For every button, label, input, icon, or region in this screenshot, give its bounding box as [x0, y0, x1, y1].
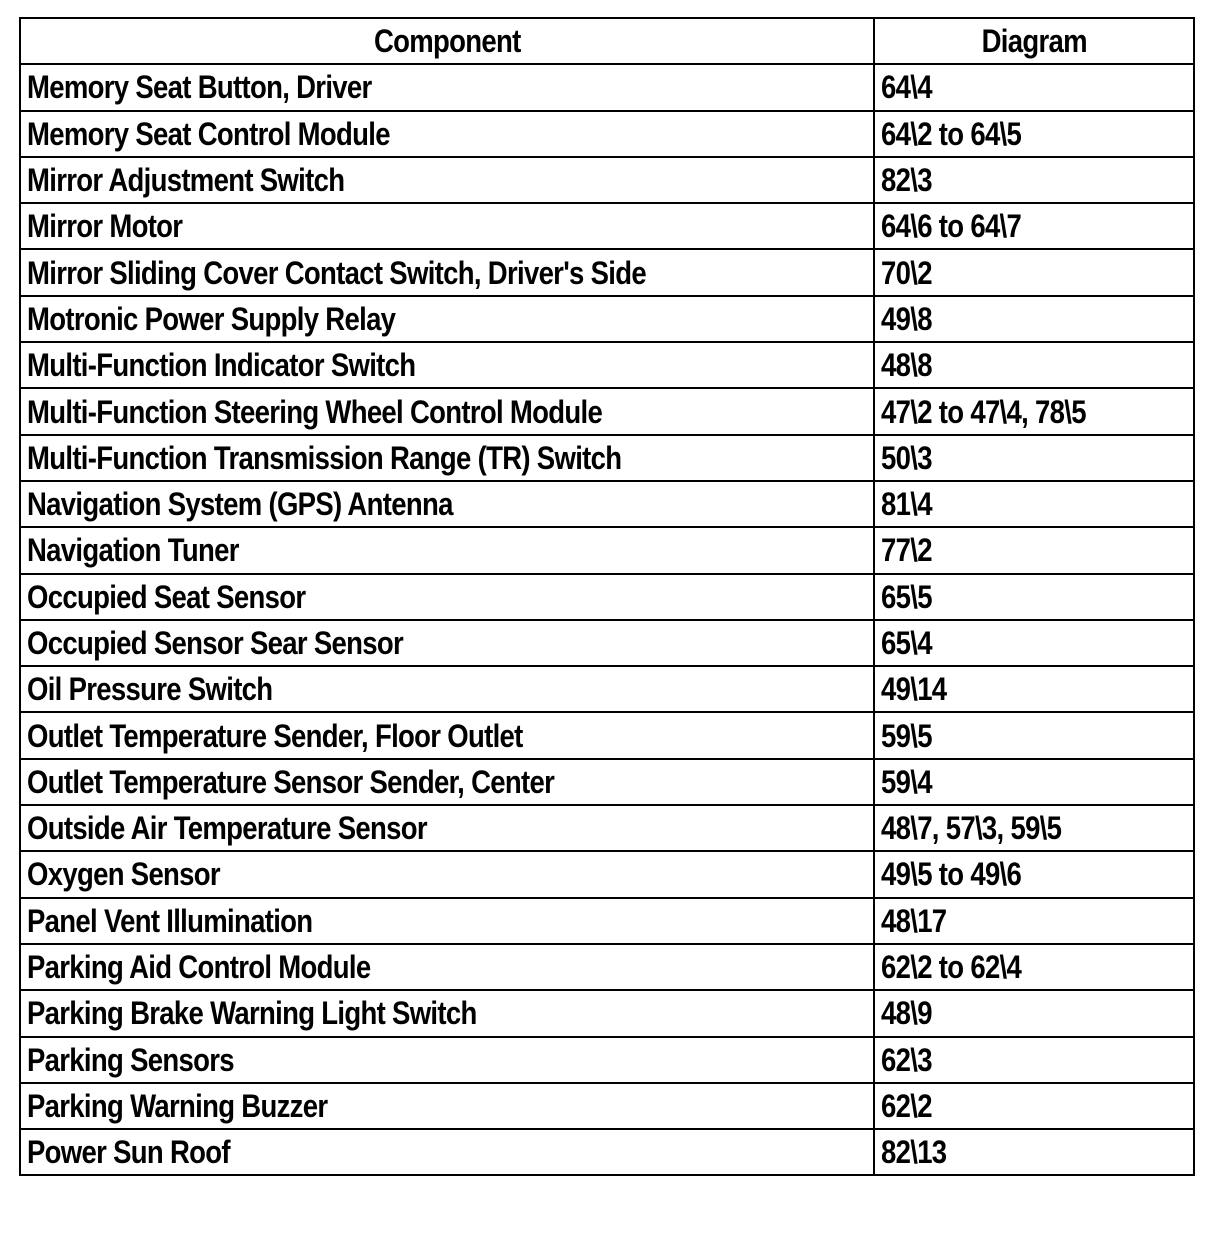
- table-row: [20, 296, 1194, 342]
- component-cell: Parking Sensors: [20, 1037, 874, 1083]
- component-diagram-table: [19, 17, 1195, 1176]
- table-row: [20, 342, 1194, 388]
- diagram-cell: 48\9: [874, 990, 1194, 1036]
- table-row: [20, 990, 1194, 1036]
- table-row: [20, 249, 1194, 295]
- table-row: [20, 203, 1194, 249]
- diagram-cell: 65\4: [874, 620, 1194, 666]
- component-cell: Power Sun Roof: [20, 1129, 874, 1175]
- table-row: [20, 64, 1194, 110]
- component-cell: Memory Seat Button, Driver: [20, 64, 874, 110]
- diagram-cell: 62\2: [874, 1083, 1194, 1129]
- component-cell: Memory Seat Control Module: [20, 111, 874, 157]
- diagram-cell: 48\7, 57\3, 59\5: [874, 805, 1194, 851]
- diagram-cell: 59\5: [874, 712, 1194, 758]
- header-row: [20, 18, 1194, 64]
- table-row: [20, 111, 1194, 157]
- diagram-cell: 82\13: [874, 1129, 1194, 1175]
- diagram-cell: 49\8: [874, 296, 1194, 342]
- diagram-cell: 64\2 to 64\5: [874, 111, 1194, 157]
- table-row: [20, 805, 1194, 851]
- table-row: [20, 620, 1194, 666]
- component-index-sheet: [19, 17, 1195, 1176]
- table-row: [20, 435, 1194, 481]
- component-cell: Occupied Seat Sensor: [20, 574, 874, 620]
- table-row: [20, 851, 1194, 897]
- diagram-cell: 48\8: [874, 342, 1194, 388]
- diagram-cell: 64\4: [874, 64, 1194, 110]
- table-row: [20, 481, 1194, 527]
- diagram-cell: 70\2: [874, 249, 1194, 295]
- component-cell: Mirror Adjustment Switch: [20, 157, 874, 203]
- component-column-header: Component: [20, 18, 874, 64]
- table-row: [20, 898, 1194, 944]
- component-cell: Motronic Power Supply Relay: [20, 296, 874, 342]
- component-cell: Oxygen Sensor: [20, 851, 874, 897]
- diagram-cell: 48\17: [874, 898, 1194, 944]
- table-row: [20, 388, 1194, 434]
- table-row: [20, 574, 1194, 620]
- component-cell: Multi-Function Transmission Range (TR) Switch: [20, 435, 874, 481]
- component-cell: Multi-Function Indicator Switch: [20, 342, 874, 388]
- diagram-column-header: Diagram: [874, 18, 1194, 64]
- table-row: [20, 1037, 1194, 1083]
- table-row: [20, 1083, 1194, 1129]
- component-cell: Outside Air Temperature Sensor: [20, 805, 874, 851]
- diagram-cell: 50\3: [874, 435, 1194, 481]
- diagram-cell: 81\4: [874, 481, 1194, 527]
- diagram-cell: 65\5: [874, 574, 1194, 620]
- component-cell: Parking Brake Warning Light Switch: [20, 990, 874, 1036]
- table-row: [20, 1129, 1194, 1175]
- component-cell: Mirror Motor: [20, 203, 874, 249]
- diagram-cell: 49\5 to 49\6: [874, 851, 1194, 897]
- diagram-cell: 59\4: [874, 759, 1194, 805]
- component-cell: Navigation System (GPS) Antenna: [20, 481, 874, 527]
- component-cell: Parking Warning Buzzer: [20, 1083, 874, 1129]
- component-cell: Mirror Sliding Cover Contact Switch, Driver's Side: [20, 249, 874, 295]
- component-cell: Occupied Sensor Sear Sensor: [20, 620, 874, 666]
- diagram-cell: 82\3: [874, 157, 1194, 203]
- diagram-cell: 77\2: [874, 527, 1194, 573]
- component-cell: Multi-Function Steering Wheel Control Module: [20, 388, 874, 434]
- table-row: [20, 666, 1194, 712]
- table-row: [20, 527, 1194, 573]
- diagram-cell: 62\2 to 62\4: [874, 944, 1194, 990]
- table-row: [20, 944, 1194, 990]
- diagram-cell: 49\14: [874, 666, 1194, 712]
- component-cell: Panel Vent Illumination: [20, 898, 874, 944]
- table-row: [20, 157, 1194, 203]
- table-row: [20, 712, 1194, 758]
- diagram-cell: 62\3: [874, 1037, 1194, 1083]
- component-cell: Outlet Temperature Sender, Floor Outlet: [20, 712, 874, 758]
- diagram-cell: 47\2 to 47\4, 78\5: [874, 388, 1194, 434]
- diagram-cell: 64\6 to 64\7: [874, 203, 1194, 249]
- component-cell: Oil Pressure Switch: [20, 666, 874, 712]
- component-cell: Navigation Tuner: [20, 527, 874, 573]
- component-cell: Parking Aid Control Module: [20, 944, 874, 990]
- table-row: [20, 759, 1194, 805]
- table-body: [20, 64, 1194, 1175]
- component-cell: Outlet Temperature Sensor Sender, Center: [20, 759, 874, 805]
